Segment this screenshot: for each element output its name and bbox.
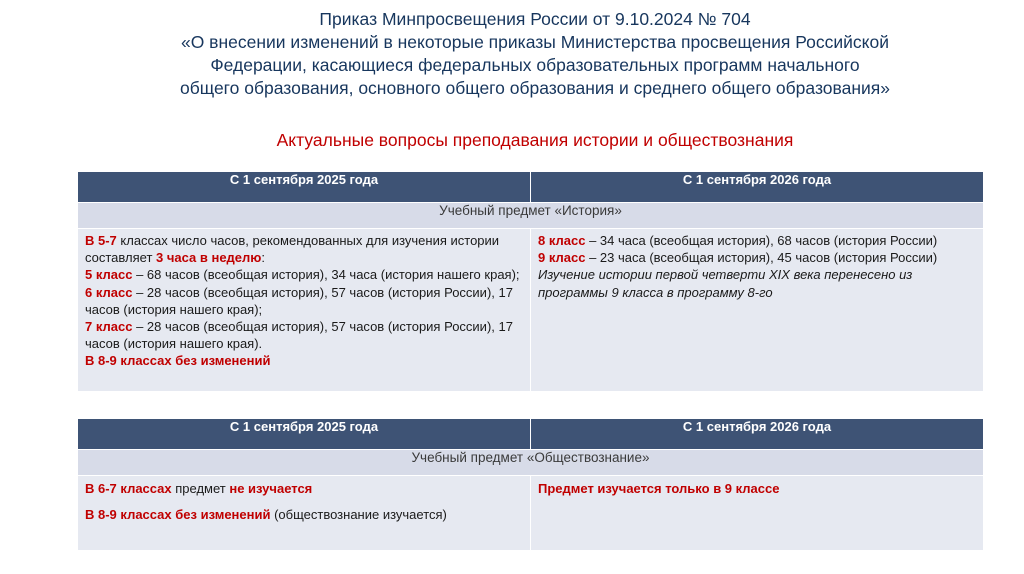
history-table-header-row [78,172,984,203]
section-subtitle: Актуальные вопросы преподавания истории и обществознания [276,130,794,150]
history-intro-text: В 5-7 классах число часов, рекомендованных для изучения истории составляет 3 часа в неделю: [85,233,500,266]
document-title [150,8,920,100]
title-line-4: общего образования, основного общего образования и среднего общего образования» [179,78,890,98]
title-line-2: «О внесении изменений в некоторые приказы Министерства просвещения Российской [180,32,890,52]
social-2026-cell [531,476,984,551]
social-grades-8-9: В 8-9 классах без изменений (обществознание изучается) [85,507,447,523]
social-col-2025-header: С 1 сентября 2025 года [78,419,531,450]
history-2025-cell [78,229,531,392]
social-subject-row [78,450,984,476]
history-col-2026-header: С 1 сентября 2026 года [531,172,984,203]
history-grade-5: 5 класс – 68 часов (всеобщая история), 34 часа (история нашего края); [85,267,520,283]
history-grades-8-9: В 8-9 классах без изменений [85,353,271,369]
social-content-row [78,476,984,551]
history-grade-6: 6 класс – 28 часов (всеобщая история), 57 часов (история России), 17 часов (история нашего края); [85,284,513,317]
title-line-3: Федерации, касающиеся федеральных образовательных программ начального [210,55,860,75]
social-studies-table [77,418,984,551]
history-grade-8: 8 класс – 34 часа (всеобщая история), 68 часов (история России) [538,233,938,248]
history-content-row [78,229,984,392]
history-col-2025-header: С 1 сентября 2025 года [78,172,531,203]
social-table-header-row [78,419,984,450]
history-2026-cell [531,229,984,392]
history-grade-9: 9 класс – 23 часа (всеобщая история), 45 часов (история России) [538,250,938,266]
social-grades-6-7: В 6-7 классах предмет не изучается [85,481,313,496]
title-line-1: Приказ Минпросвещения России от 9.10.2024 № 704 [319,9,751,29]
history-table [77,171,984,392]
history-transfer-note: Изучение истории первой четверти XIX века перенесено из программы 9 класса в программу 8-го [538,267,913,300]
social-2025-cell [78,476,531,551]
social-grade-9-note: Предмет изучается только в 9 классе [538,481,780,496]
history-subject-label: Учебный предмет «История» [78,203,984,229]
social-subject-label: Учебный предмет «Обществознание» [78,450,984,476]
history-grade-7: 7 класс – 28 часов (всеобщая история), 57 часов (история России), 17 часов (история нашего края). [85,319,513,352]
social-col-2026-header: С 1 сентября 2026 года [531,419,984,450]
history-subject-row [78,203,984,229]
